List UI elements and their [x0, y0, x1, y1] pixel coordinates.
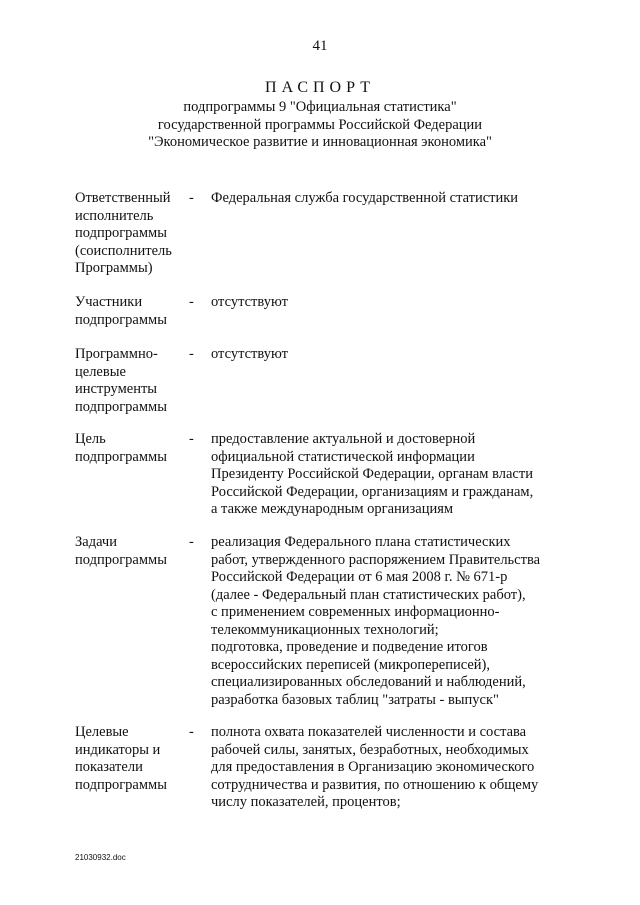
- row-label-line: подпрограммы: [75, 311, 167, 328]
- subtitle-line: государственной программы Российской Федерации: [157, 116, 483, 133]
- row-value-line: с применением современных информационно-: [211, 604, 500, 620]
- row-label: [75, 724, 190, 794]
- row-label-line: подпрограммы: [75, 551, 167, 568]
- row-label-line: Участники: [75, 294, 143, 310]
- row-label-line: индикаторы и: [75, 741, 161, 758]
- passport-row-indicators: [75, 724, 595, 814]
- row-value-line: специализированных обследований и наблюдений,: [211, 674, 526, 690]
- row-label: [75, 431, 190, 466]
- row-label-line: целевые: [75, 363, 126, 380]
- row-label-line: подпрограммы: [75, 398, 167, 415]
- passport-row-goal: [75, 431, 595, 521]
- row-label-line: (соисполнитель: [75, 242, 172, 259]
- row-value-line: сотрудничества и развития, по отношению к общему: [211, 776, 539, 793]
- row-label-line: Программно-: [75, 346, 158, 362]
- row-label-line: исполнитель: [75, 207, 154, 224]
- row-value-line: предоставление актуальной и достоверной: [211, 431, 476, 447]
- row-label-line: подпрограммы: [75, 776, 167, 793]
- row-value-line: рабочей силы, занятых, безработных, необходимых: [211, 741, 529, 758]
- passport-row-participants: [75, 294, 595, 330]
- row-value: [211, 294, 571, 312]
- row-value-line: Российской Федерации, организациям и гражданам,: [211, 483, 534, 500]
- row-dash: -: [189, 724, 194, 740]
- row-value-line: Федеральная служба государственной статистики: [211, 190, 519, 206]
- row-label-line: инструменты: [75, 381, 158, 397]
- row-label-line: Целевые: [75, 724, 129, 740]
- passport-row-instruments: [75, 346, 595, 418]
- row-value-line: Президенту Российской Федерации, органам власти: [211, 466, 533, 482]
- row-value: [211, 431, 571, 519]
- row-value-line: (далее - Федеральный план статистических работ),: [211, 586, 526, 603]
- row-value-line: реализация Федерального плана статистических: [211, 534, 511, 550]
- row-value-line: а также международным организациям: [211, 501, 454, 517]
- file-name-footer: 21030932.doc: [75, 853, 126, 862]
- row-value: [211, 190, 571, 208]
- passport-row-responsible: [75, 190, 595, 280]
- row-label-line: подпрограммы: [75, 225, 167, 241]
- row-dash: -: [189, 534, 194, 550]
- row-value-line: для предоставления в Организацию экономического: [211, 759, 535, 775]
- row-value-line: Российской Федерации от 6 мая 2008 г. № 671-р: [211, 569, 508, 585]
- row-label-line: подпрограммы: [75, 448, 167, 465]
- row-label: [75, 534, 190, 569]
- row-value-line: подготовка, проведение и подведение итогов: [211, 639, 488, 655]
- row-dash: -: [189, 346, 194, 362]
- row-label-line: Программы): [75, 260, 153, 276]
- row-value-line: отсутствуют: [211, 294, 288, 310]
- passport-row-tasks: [75, 534, 595, 710]
- row-label-line: показатели: [75, 759, 143, 775]
- row-value-line: телекоммуникационных технологий;: [211, 621, 439, 638]
- row-value: [211, 724, 571, 812]
- row-dash: -: [189, 190, 194, 206]
- row-value-line: отсутствуют: [211, 346, 288, 362]
- row-value: [211, 346, 571, 364]
- row-value-line: полнота охвата показателей численности и состава: [211, 724, 527, 740]
- row-label: [75, 294, 190, 329]
- row-value-line: официальной статистической информации: [211, 448, 475, 465]
- row-dash: -: [189, 431, 194, 447]
- page-title: ПАСПОРТ: [265, 79, 375, 96]
- row-label-line: Задачи: [75, 534, 117, 550]
- row-value-line: работ, утвержденного распоряжением Правительства: [211, 551, 541, 568]
- page-number: 41: [312, 38, 328, 54]
- row-label-line: Цель: [75, 431, 106, 447]
- subtitle: [0, 99, 640, 152]
- row-label: [75, 346, 190, 416]
- row-value-line: разработка базовых таблиц "затраты - выпуск": [211, 691, 499, 708]
- subtitle-line: подпрограммы 9 "Официальная статистика": [183, 99, 457, 115]
- row-value-line: числу показателей, процентов;: [211, 794, 401, 810]
- row-label: [75, 190, 190, 278]
- row-label-line: Ответственный: [75, 190, 171, 206]
- row-value: [211, 534, 571, 709]
- row-value-line: всероссийских переписей (микропереписей),: [211, 656, 490, 673]
- subtitle-line: "Экономическое развитие и инновационная экономика": [148, 134, 492, 150]
- row-dash: -: [189, 294, 194, 310]
